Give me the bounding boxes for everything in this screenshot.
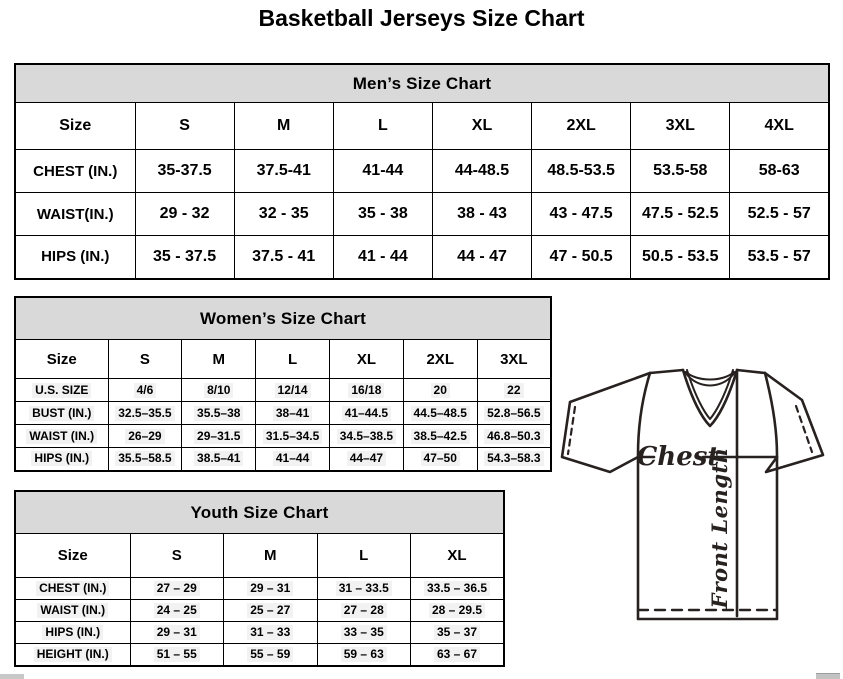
value-text: 4/6 — [134, 383, 157, 398]
value-cell: 41 - 44 — [333, 236, 432, 279]
value-text: 26–29 — [125, 429, 164, 444]
value-text: 25 – 27 — [247, 603, 293, 618]
row-label-text: CHEST (IN.) — [36, 581, 109, 596]
header-cell: L — [333, 103, 432, 150]
value-text: 22 — [504, 383, 523, 398]
value-cell — [329, 448, 403, 471]
header-cell: S — [135, 103, 234, 150]
row-label-text: HIPS (IN.) — [31, 451, 92, 466]
value-cell: 29 - 32 — [135, 193, 234, 236]
horizontal-scrollbar-fragment-left[interactable] — [0, 674, 24, 679]
header-cell: Size — [15, 534, 130, 578]
row-label — [15, 600, 130, 622]
value-cell — [317, 622, 411, 644]
value-cell: 38 - 43 — [432, 193, 531, 236]
womens-size-chart-table — [14, 296, 552, 472]
row-label — [15, 578, 130, 600]
mens-chart-title: Men’s Size Chart — [15, 64, 829, 103]
row-label — [15, 402, 108, 425]
horizontal-scrollbar-fragment-right[interactable] — [816, 673, 840, 679]
value-cell: 47.5 - 52.5 — [631, 193, 730, 236]
youth-header-row — [15, 534, 504, 578]
right-cuff-dashed-line — [796, 406, 812, 452]
value-cell: 41-44 — [333, 150, 432, 193]
value-text: 63 – 67 — [434, 647, 480, 662]
row-label-text: U.S. SIZE — [32, 383, 91, 398]
value-cell — [224, 600, 318, 622]
chest-label: Chest — [636, 442, 720, 472]
value-text: 38–41 — [273, 406, 312, 421]
womens-chart-title-row — [15, 297, 551, 340]
header-cell: XL — [329, 340, 403, 379]
youth-chart-title: Youth Size Chart — [15, 491, 504, 534]
value-text: 29–31.5 — [194, 429, 243, 444]
header-cell: 2XL — [532, 103, 631, 150]
value-text: 12/14 — [275, 383, 311, 398]
table-row — [15, 644, 504, 666]
value-text: 38.5–42.5 — [411, 429, 470, 444]
value-cell — [224, 578, 318, 600]
value-text: 41–44.5 — [342, 406, 391, 421]
value-text: 29 – 31 — [154, 625, 200, 640]
value-cell: 35 - 37.5 — [135, 236, 234, 279]
table-row — [15, 622, 504, 644]
jersey-diagram-svg — [550, 360, 835, 625]
header-cell: M — [182, 340, 256, 379]
value-cell — [477, 425, 551, 448]
youth-chart-title-row — [15, 491, 504, 534]
value-cell — [477, 379, 551, 402]
table-row — [15, 448, 551, 471]
value-cell — [108, 402, 182, 425]
value-text: 28 – 29.5 — [429, 603, 485, 618]
value-cell — [317, 600, 411, 622]
value-cell: 48.5-53.5 — [532, 150, 631, 193]
value-cell — [108, 379, 182, 402]
value-cell — [256, 425, 330, 448]
value-text: 34.5–38.5 — [337, 429, 396, 444]
value-cell: 52.5 - 57 — [730, 193, 829, 236]
row-label: CHEST (IN.) — [15, 150, 135, 193]
header-cell: Size — [15, 103, 135, 150]
value-cell — [182, 448, 256, 471]
value-cell: 44 - 47 — [432, 236, 531, 279]
row-label — [15, 379, 108, 402]
womens-header-row — [15, 340, 551, 379]
value-text: 55 – 59 — [247, 647, 293, 662]
value-cell: 35 - 38 — [333, 193, 432, 236]
value-text: 27 – 28 — [341, 603, 387, 618]
table-row — [15, 193, 829, 236]
value-text: 35 – 37 — [434, 625, 480, 640]
value-cell — [108, 448, 182, 471]
header-cell: Size — [15, 340, 108, 379]
value-cell: 32 - 35 — [234, 193, 333, 236]
header-cell: M — [234, 103, 333, 150]
value-cell: 53.5 - 57 — [730, 236, 829, 279]
value-text: 27 – 29 — [154, 581, 200, 596]
value-text: 46.8–50.3 — [484, 429, 543, 444]
value-text: 31 – 33.5 — [336, 581, 392, 596]
table-row — [15, 425, 551, 448]
value-cell — [403, 425, 477, 448]
value-cell — [477, 402, 551, 425]
header-cell: L — [317, 534, 411, 578]
value-text: 41–44 — [273, 451, 312, 466]
table-row — [15, 402, 551, 425]
value-cell — [130, 578, 224, 600]
jersey-measurement-diagram — [550, 360, 835, 625]
value-text: 31.5–34.5 — [263, 429, 322, 444]
value-text: 38.5–41 — [194, 451, 243, 466]
value-cell — [329, 402, 403, 425]
value-text: 33.5 – 36.5 — [424, 581, 490, 596]
value-cell: 37.5 - 41 — [234, 236, 333, 279]
value-text: 33 – 35 — [341, 625, 387, 640]
header-cell: 2XL — [403, 340, 477, 379]
row-label-text: WAIST (IN.) — [37, 603, 108, 618]
header-cell: XL — [432, 103, 531, 150]
mens-header-row — [15, 103, 829, 150]
jersey-collar-band-arc-2 — [686, 372, 734, 380]
table-row — [15, 236, 829, 279]
value-cell: 47 - 50.5 — [532, 236, 631, 279]
table-row — [15, 600, 504, 622]
row-label — [15, 448, 108, 471]
value-cell — [329, 425, 403, 448]
value-text: 24 – 25 — [154, 603, 200, 618]
row-label: WAIST(IN.) — [15, 193, 135, 236]
page-title: Basketball Jerseys Size Chart — [258, 5, 585, 31]
header-cell: 3XL — [477, 340, 551, 379]
value-cell: 44-48.5 — [432, 150, 531, 193]
youth-size-chart-table — [14, 490, 505, 667]
womens-chart-title: Women’s Size Chart — [15, 297, 551, 340]
header-cell: 4XL — [730, 103, 829, 150]
row-label — [15, 644, 130, 666]
value-text: 54.3–58.3 — [484, 451, 543, 466]
value-cell — [182, 425, 256, 448]
row-label-text: BUST (IN.) — [29, 406, 94, 421]
value-cell — [403, 448, 477, 471]
jersey-right-shoulder — [737, 370, 765, 373]
value-cell — [411, 578, 505, 600]
value-text: 51 – 55 — [154, 647, 200, 662]
value-cell — [256, 448, 330, 471]
value-cell: 50.5 - 53.5 — [631, 236, 730, 279]
jersey-left-shoulder — [650, 370, 683, 373]
value-cell — [317, 578, 411, 600]
header-cell: 3XL — [631, 103, 730, 150]
header-cell: S — [108, 340, 182, 379]
table-row — [15, 150, 829, 193]
value-text: 59 – 63 — [341, 647, 387, 662]
value-text: 47–50 — [421, 451, 460, 466]
row-label — [15, 425, 108, 448]
row-label: HIPS (IN.) — [15, 236, 135, 279]
value-cell: 53.5-58 — [631, 150, 730, 193]
value-cell: 43 - 47.5 — [532, 193, 631, 236]
value-text: 20 — [431, 383, 450, 398]
value-text: 35.5–38 — [194, 406, 243, 421]
header-cell: XL — [411, 534, 505, 578]
front-length-label: Front Length — [707, 447, 732, 609]
header-cell: M — [224, 534, 318, 578]
row-label-text: WAIST (IN.) — [26, 429, 97, 444]
table-row — [15, 379, 551, 402]
row-label — [15, 622, 130, 644]
value-text: 16/18 — [348, 383, 384, 398]
value-cell — [108, 425, 182, 448]
value-cell: 58-63 — [730, 150, 829, 193]
value-cell — [224, 644, 318, 666]
row-label-text: HEIGHT (IN.) — [34, 647, 112, 662]
value-cell — [477, 448, 551, 471]
value-cell — [256, 402, 330, 425]
header-cell: S — [130, 534, 224, 578]
value-cell — [411, 622, 505, 644]
value-text: 32.5–35.5 — [115, 406, 174, 421]
value-text: 52.8–56.5 — [484, 406, 543, 421]
value-text: 29 – 31 — [247, 581, 293, 596]
value-cell: 35-37.5 — [135, 150, 234, 193]
value-text: 35.5–58.5 — [115, 451, 174, 466]
table-row — [15, 578, 504, 600]
value-text: 44–47 — [347, 451, 386, 466]
value-text: 44.5–48.5 — [411, 406, 470, 421]
mens-chart-title-row — [15, 64, 829, 103]
value-cell — [130, 644, 224, 666]
value-cell — [224, 622, 318, 644]
value-cell: 37.5-41 — [234, 150, 333, 193]
value-cell — [317, 644, 411, 666]
value-cell — [256, 379, 330, 402]
value-cell — [411, 644, 505, 666]
value-text: 31 – 33 — [247, 625, 293, 640]
mens-size-chart-table — [14, 63, 830, 280]
value-text: 8/10 — [204, 383, 233, 398]
value-cell — [182, 379, 256, 402]
value-cell — [130, 622, 224, 644]
value-cell — [130, 600, 224, 622]
row-label-text: HIPS (IN.) — [42, 625, 103, 640]
value-cell — [403, 379, 477, 402]
value-cell — [411, 600, 505, 622]
value-cell — [403, 402, 477, 425]
value-cell — [329, 379, 403, 402]
value-cell — [182, 402, 256, 425]
header-cell: L — [256, 340, 330, 379]
